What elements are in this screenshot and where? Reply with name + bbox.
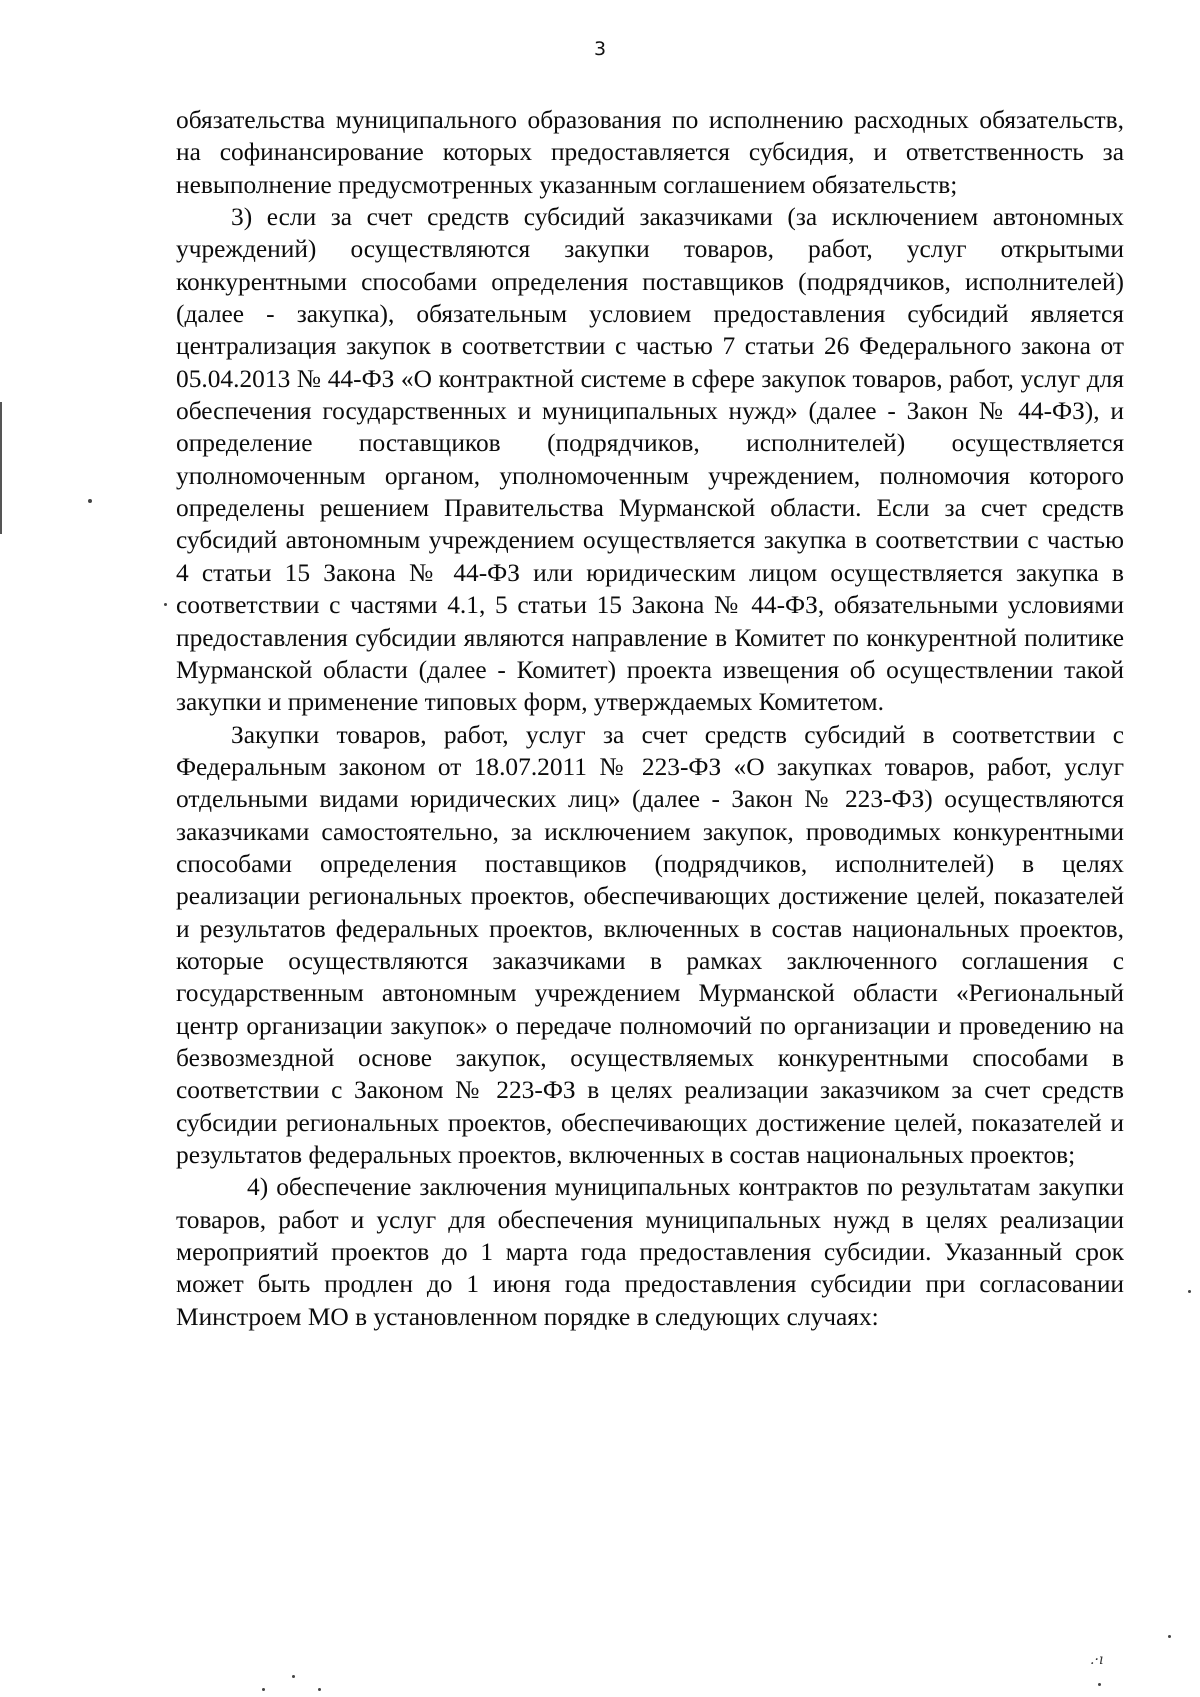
scan-speck — [88, 499, 92, 503]
paragraph-item-3-centralization: 3) если за счет средств субсидий заказчиками (за исключением автономных учреждений) осуществляются закупки товаров, работ, услуг открытыми конкурентными способами определения поставщиков (подрядчиков, исполнителей) (далее - закупка), обязательным условием предоставления субсидий является централизация закупок в соответствии с частью 7 статьи 26 Федерального закона от 05.04.2013 № 44-ФЗ «О контрактной системе в сфере закупок товаров, работ, услуг для обеспечения государственных и муниципальных нужд» (далее - Закон № 44-ФЗ), и определение поставщиков (подрядчиков, исполнителей) осуществляется уполномоченным органом, уполномоченным учреждением, полномочия которого определены решением Правительства Мурманской области. Если за счет средств субсидий автономным учреждением осуществляется закупка в соответствии с частью 4 статьи 15 Закона № 44-ФЗ или юридическим лицом осуществляется закупка в соответствии с частями 4.1, 5 статьи 15 Закона № 44-ФЗ, обязательными условиями предоставления субсидии являются направление в Комитет по конкурентной политике Мурманской области (далее - Комитет) проекта извещения об осуществлении такой закупки и применение типовых форм, утверждаемых Комитетом. — [176, 203, 1124, 717]
paragraph-obligations-continuation: обязательства муниципального образования по исполнению расходных обязательств, на софинансирование которых предоставляется субсидия, и ответственность за невыполнение предусмотренных указанным соглашением обязательств; — [176, 106, 1124, 199]
scan-speck — [1168, 1635, 1171, 1638]
document-body — [176, 104, 1124, 1333]
scan-speck — [292, 1675, 295, 1678]
scan-speck — [1098, 1683, 1101, 1686]
paragraph-item-4-contracts: 4) обеспечение заключения муниципальных контрактов по результатам закупки товаров, работ и услуг для обеспечения муниципальных нужд в целях реализации мероприятий проектов до 1 марта года предоставления субсидии. Указанный срок может быть продлен до 1 июня года предоставления субсидии при согласовании Минстроем МО в установленном порядке в следующих случаях: — [176, 1173, 1124, 1331]
scan-speck — [164, 603, 167, 606]
paragraph-223-fz-procurement: Закупки товаров, работ, услуг за счет средств субсидий в соответствии с Федеральным законом от 18.07.2011 № 223-ФЗ «О закупках товаров, работ, услуг отдельными видами юридических лиц» (далее - Закон № 223-ФЗ) осуществляются заказчиками самостоятельно, за исключением закупок, проводимых конкурентными способами определения поставщиков (подрядчиков, исполнителей) в целях реализации региональных проектов, обеспечивающих достижение целей, показателей и результатов федеральных проектов, включенных в состав национальных проектов, которые осуществляются заказчиками в рамках заключенного соглашения с государственным автономным учреждением Мурманской области «Региональный центр организации закупок» о передаче полномочий по организации и проведению на безвозмездной основе закупок, осуществляемых конкурентными способами в соответствии с Законом № 223-ФЗ в целях реализации заказчиком за счет средств субсидии региональных проектов, обеспечивающих достижение целей, показателей и результатов федеральных проектов, включенных в состав национальных проектов; — [176, 720, 1124, 1169]
scan-edge-mark — [0, 402, 2, 534]
scan-speck — [318, 1688, 321, 1691]
scan-speck — [1188, 1290, 1191, 1293]
pen-mark-icon: .·ı — [1090, 1652, 1104, 1668]
scan-speck — [262, 1688, 265, 1691]
page-number: 3 — [593, 38, 607, 60]
